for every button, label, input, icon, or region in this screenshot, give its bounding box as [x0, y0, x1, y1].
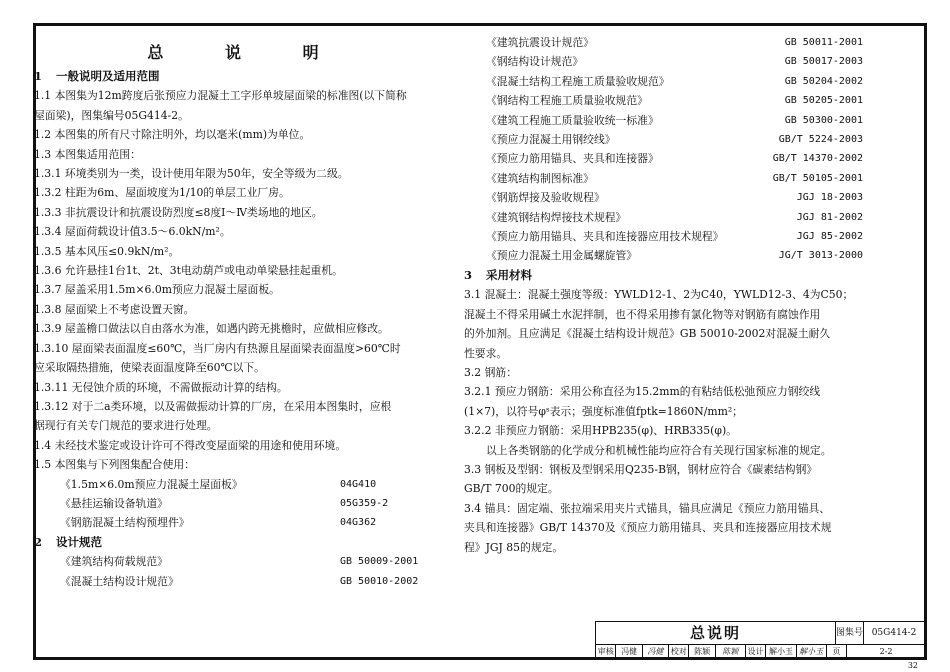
reference-item — [464, 33, 869, 52]
reference-code: JG/T 3013-2000 — [778, 250, 863, 262]
reference-code: GB 50017-2003 — [784, 56, 863, 68]
paragraph-line: 1.1 本图集为12m跨度后张预应力混凝土工字形单坡屋面梁的标准图(以下简称 — [34, 89, 407, 103]
reference-title: 《建筑钢结构焊接技术规程》 — [486, 210, 627, 224]
paragraph-line: 的外加剂。且应满足《混凝土结构设计规范》GB 50010-2002对混凝土耐久 — [464, 327, 831, 341]
tb-signature: 陈颖 — [716, 645, 746, 659]
reference-title: 《建筑抗震设计规范》 — [486, 36, 594, 49]
reference-title: 《钢筋焊接及验收规程》 — [486, 191, 605, 205]
reference-item — [34, 513, 450, 532]
section-heading — [34, 67, 450, 86]
reference-title: 《钢筋混凝土结构预埋件》 — [60, 516, 190, 530]
paragraph-line: 3.4 锚具：固定端、张拉端采用夹片式锚具，锚具应满足《预应力筋用锚具、 — [464, 501, 831, 515]
reference-title: 《混凝土结构工程施工质量验收规范》 — [486, 74, 670, 88]
paragraph-line: 性要求。 — [464, 346, 508, 360]
reference-code: GB 50011-2001 — [784, 37, 863, 48]
reference-item — [34, 552, 450, 571]
reference-item — [464, 246, 869, 265]
reference-code: GB/T 14370-2002 — [772, 153, 863, 165]
paragraph-line: 1.3.8 屋面梁上不考虑设置天窗。 — [34, 302, 195, 316]
reference-item — [34, 572, 450, 591]
paragraph-line: 据现行有关专门规范的要求进行处理。 — [34, 419, 218, 433]
paragraph-line: 1.3.5 基本风压≤0.9kN/m²。 — [34, 244, 180, 258]
left-column — [34, 33, 450, 591]
reference-code: GB 50300-2001 — [784, 114, 863, 126]
reference-title: 《建筑工程施工质量验收统一标准》 — [486, 113, 659, 127]
reference-item — [464, 149, 869, 168]
reference-code: JGJ 85-2002 — [796, 231, 863, 243]
tb-cell: 审核 — [596, 645, 616, 659]
reference-code: 04G362 — [340, 517, 377, 529]
paragraph-line: 3.2 钢筋： — [464, 365, 517, 379]
tb-cell: 解小玉 — [766, 645, 796, 659]
paragraph-line: 程》JGJ 85的规定。 — [464, 540, 564, 554]
paragraph-line: 夹具和连接器》GB/T 14370及《预应力筋用锚具、夹具和连接器应用技术规 — [464, 521, 832, 535]
right-column — [464, 33, 869, 557]
paragraph-line: 1.3.4 屋面荷载设计值3.5～6.0kN/m²。 — [34, 225, 231, 239]
page-title: 总 说 明 — [147, 43, 347, 62]
reference-code: GB 50204-2002 — [784, 75, 863, 87]
sheet-number: 32 — [907, 661, 918, 670]
section-title: 采用材料 — [486, 267, 532, 282]
tb-cell: 冯健 — [616, 645, 642, 659]
reference-item — [464, 188, 869, 207]
tb-cell: 陈颖 — [689, 645, 715, 659]
reference-code: GB 50205-2001 — [784, 95, 863, 107]
tb-signature: 解小玉 — [797, 645, 827, 659]
reference-title: 《预应力混凝土用金属螺旋管》 — [486, 249, 638, 263]
reference-code: JGJ 18-2003 — [796, 192, 863, 204]
reference-item — [464, 91, 869, 110]
reference-title: 《预应力筋用锚具、夹具和连接器应用技术规程》 — [486, 230, 724, 244]
paragraph-line: 1.2 本图集的所有尺寸除注明外，均以毫米(mm)为单位。 — [34, 128, 311, 142]
reference-code: 04G410 — [340, 478, 377, 490]
paragraph-line: 1.3.7 屋盖采用1.5m×6.0m预应力混凝土屋面板。 — [34, 283, 280, 297]
paragraph-line: 1.3.1 环境类别为一类，设计使用年限为50年，安全等级为二级。 — [34, 167, 349, 181]
paragraph-line: 1.3.10 屋面梁表面温度≤60℃，当厂房内有热源且屋面梁表面温度>60℃时 — [34, 341, 401, 355]
atlas-number: 05G414-2 — [871, 628, 917, 638]
reference-item — [464, 227, 869, 246]
reference-item — [464, 130, 869, 149]
paragraph-line: 应采取隔热措施，使梁表面温度降至60℃以下。 — [34, 361, 265, 375]
paragraph-line: 1.3.9 屋盖檐口做法以自由落水为准，如遇内跨无挑檐时，应做相应修改。 — [34, 322, 389, 336]
reference-code: GB 50010-2002 — [340, 575, 419, 587]
reference-code: GB 50009-2001 — [340, 556, 419, 568]
signature-row — [596, 644, 925, 659]
paragraph-line: 1.3.6 允许悬挂1台1t、2t、3t电动葫芦或电动单梁悬挂起重机。 — [34, 264, 343, 278]
reference-title: 《钢结构设计规范》 — [486, 55, 584, 69]
reference-item — [34, 475, 450, 494]
reference-code: GB/T 5224-2003 — [778, 134, 863, 146]
paragraph-line: 3.3 钢板及型钢：钢板及型钢采用Q235-B钢，钢材应符合《碳素结构钢》 — [464, 462, 818, 476]
paragraph-line: 1.3.11 无侵蚀介质的环境，不需做振动计算的结构。 — [34, 380, 288, 394]
reference-item — [464, 72, 869, 91]
reference-title: 《预应力筋用锚具、夹具和连接器》 — [486, 152, 659, 166]
section-number: 3 — [464, 267, 473, 282]
reference-item — [464, 208, 869, 227]
atlas-label: 图集号 — [836, 622, 864, 644]
section-title: 一般说明及适用范围 — [56, 69, 160, 83]
tb-cell: 设计 — [746, 645, 766, 659]
paragraph-line: 3.2.2 非预应力钢筋：采用HPB235(φ)、HRB335(φ)。 — [464, 424, 737, 438]
reference-title: 《建筑结构制图标准》 — [486, 171, 594, 185]
paragraph-line: 1.4 未经技术鉴定或设计许可不得改变屋面梁的用途和使用环境。 — [34, 438, 347, 452]
paragraph-line: 1.3.3 非抗震设计和抗震设防烈度≤8度Ⅰ～Ⅳ类场地的地区。 — [34, 205, 323, 219]
reference-title: 《建筑结构荷载规范》 — [60, 555, 168, 569]
reference-item — [34, 494, 450, 513]
paragraph-line: 1.3 本图集适用范围： — [34, 147, 141, 161]
paragraph-line: 1.5 本图集与下列图集配合使用： — [34, 458, 195, 472]
section-number: 1 — [34, 69, 43, 83]
tb-cell: 校对 — [669, 645, 689, 659]
reference-title: 《悬挂运输设备轨道》 — [60, 496, 168, 510]
reference-item — [464, 111, 869, 130]
tb-signature: 冯健 — [643, 645, 669, 659]
reference-code: 05G359-2 — [340, 497, 389, 509]
reference-item — [464, 52, 869, 71]
paragraph-line: GB/T 700的规定。 — [464, 482, 559, 496]
paragraph-line: 3.2.1 预应力钢筋：采用公称直径为15.2mm的有粘结低松弛预应力钢绞线 — [464, 385, 821, 399]
paragraph-line: 1.3.2 柱距为6m、屋面坡度为1/10的单层工业厂房。 — [34, 186, 290, 200]
section-number: 2 — [34, 534, 43, 549]
section-heading — [464, 266, 869, 285]
paragraph-line: 屋面梁)，图集编号05G414-2。 — [34, 108, 189, 122]
paragraph-line: 以上各类钢筋的化学成分和机械性能均应符合有关现行国家标准的规定。 — [486, 443, 832, 457]
reference-code: GB/T 50105-2001 — [772, 172, 863, 184]
paragraph-line: 1.3.12 对于二a类环境，以及需做振动计算的厂房，在采用本图集时，应根 — [34, 399, 392, 413]
reference-item — [464, 169, 869, 188]
reference-title: 《预应力混凝土用钢绞线》 — [486, 133, 616, 147]
paragraph-line: (1×7)，以符号φˢ表示；强度标准值fptk=1860N/mm²； — [464, 404, 743, 418]
section-heading — [34, 533, 450, 552]
reference-code: JGJ 81-2002 — [796, 211, 863, 223]
section-title: 设计规范 — [56, 534, 102, 549]
reference-title: 《1.5m×6.0m预应力混凝土屋面板》 — [60, 477, 243, 491]
reference-title: 《钢结构工程施工质量验收规范》 — [486, 94, 648, 108]
tb-cell: 页 — [827, 645, 847, 659]
reference-title: 《混凝土结构设计规范》 — [60, 574, 179, 588]
title-block-name: 总说明 — [596, 622, 836, 644]
paragraph-line: 混凝土不得采用碱土水泥拌制，也不得采用掺有氯化物等对钢筋有腐蚀作用 — [464, 307, 821, 321]
paragraph-line: 3.1 混凝土：混凝土强度等级：YWLD12-1、2为C40，YWLD12-3、4为C50； — [464, 288, 854, 302]
tb-page: 2-2 — [879, 647, 893, 656]
title-block — [595, 621, 925, 658]
